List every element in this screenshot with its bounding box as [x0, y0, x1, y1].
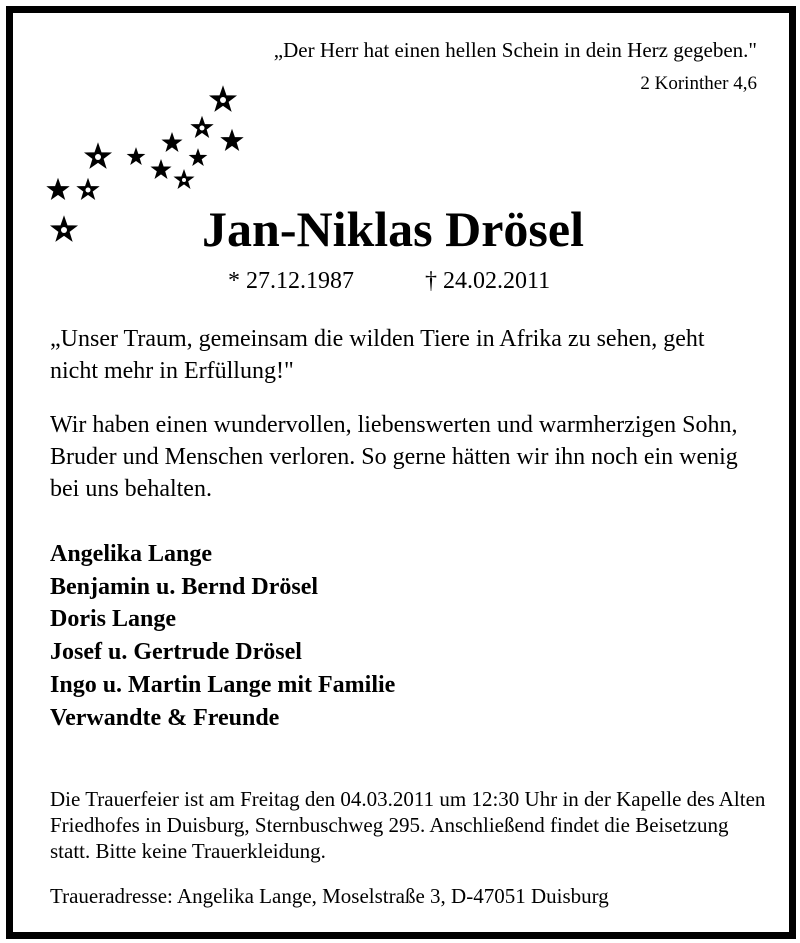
loss-paragraph: Wir haben einen wundervollen, liebenswerten und warmherzigen Sohn, Bruder und Menschen verloren. So gerne hätten wir ihn noch ein wenig bei uns behalten. [50, 412, 738, 502]
dream-quote: „Unser Traum, gemeinsam die wilden Tiere in Afrika zu sehen, geht nicht mehr in Erfüllung!" [50, 326, 705, 384]
mourning-address: Traueradresse: Angelika Lange, Moselstraße 3, D-47051 Duisburg [50, 884, 609, 908]
birth-date: * 27.12.1987 [228, 268, 354, 294]
family-list [50, 538, 395, 734]
family-member: Benjamin u. Bernd Drösel [50, 573, 319, 600]
star-icon [48, 180, 67, 198]
star-icon [152, 161, 169, 177]
bible-verse: „Der Herr hat einen hellen Schein in dein Herz gegeben." [273, 38, 757, 62]
family-member: Doris Lange [50, 606, 176, 633]
family-member: Angelika Lange [50, 541, 213, 567]
death-date: † 24.02.2011 [425, 268, 551, 294]
star-icon [128, 149, 143, 163]
star-icon [222, 131, 241, 149]
family-member: Josef u. Gertrude Drösel [50, 639, 302, 666]
star-icon [163, 134, 180, 150]
family-member: Verwandte & Freunde [50, 704, 280, 731]
service-info: Die Trauerfeier ist am Freitag den 04.03.2011 um 12:30 Uhr in der Kapelle des Alten Friedhofes in Duisburg, Sternbuschweg 295. Anschließend findet die Beisetzung statt. Bitte keine Trauerkleidung. [50, 787, 766, 863]
star-icon [190, 150, 205, 164]
verse-source: 2 Korinther 4,6 [640, 73, 757, 94]
family-member: Ingo u. Martin Lange mit Familie [50, 671, 396, 698]
deceased-name: Jan-Niklas Drösel [202, 201, 584, 257]
